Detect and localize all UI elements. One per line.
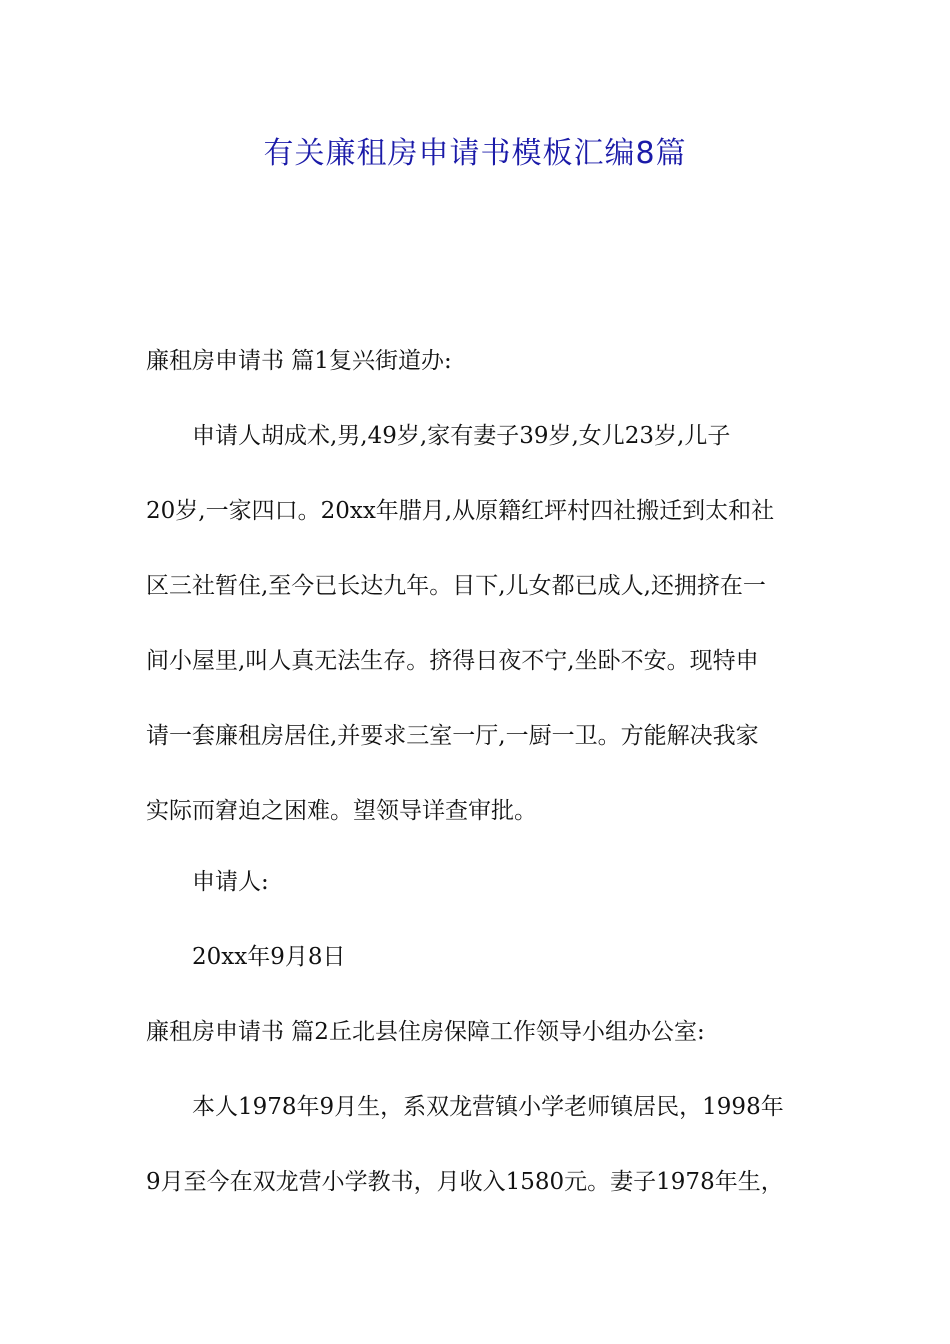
section2-line-1: 本人1978年9月生，系双龙营镇小学老师镇居民，1998年 [192, 1094, 784, 1120]
application-date: 20xx年9月8日 [192, 944, 346, 970]
section1-line-4: 间小屋里,叫人真无法生存。挤得日夜不宁,坐卧不安。现特申 [146, 648, 759, 674]
section1-line-3: 区三社暂住,至今已长达九年。目下,儿女都已成人,还拥挤在一 [146, 573, 766, 599]
document-title: 有关廉租房申请书模板汇编8篇 [263, 136, 687, 171]
section1-paragraph [146, 399, 810, 849]
section1-heading: 廉租房申请书 篇1复兴街道办: [146, 348, 452, 374]
section2-line-2: 9月至今在双龙营小学教书，月收入1580元。妻子1978年生， [146, 1169, 784, 1195]
section1-line-5: 请一套廉租房居住,并要求三室一厅,一厨一卫。方能解决我家 [146, 723, 759, 749]
section1-line-2: 20岁,一家四口。20xx年腊月,从原籍红坪村四社搬迁到太和社 [146, 498, 775, 524]
section2-paragraph [146, 1070, 810, 1220]
section1-line-1: 申请人胡成术,男,49岁,家有妻子39岁,女儿23岁,儿子 [192, 423, 731, 449]
applicant-signature: 申请人: [192, 869, 269, 895]
section1-line-6: 实际而窘迫之困难。望领导详查审批。 [146, 798, 537, 824]
section2-heading: 廉租房申请书 篇2丘北县住房保障工作领导小组办公室: [146, 1019, 705, 1045]
